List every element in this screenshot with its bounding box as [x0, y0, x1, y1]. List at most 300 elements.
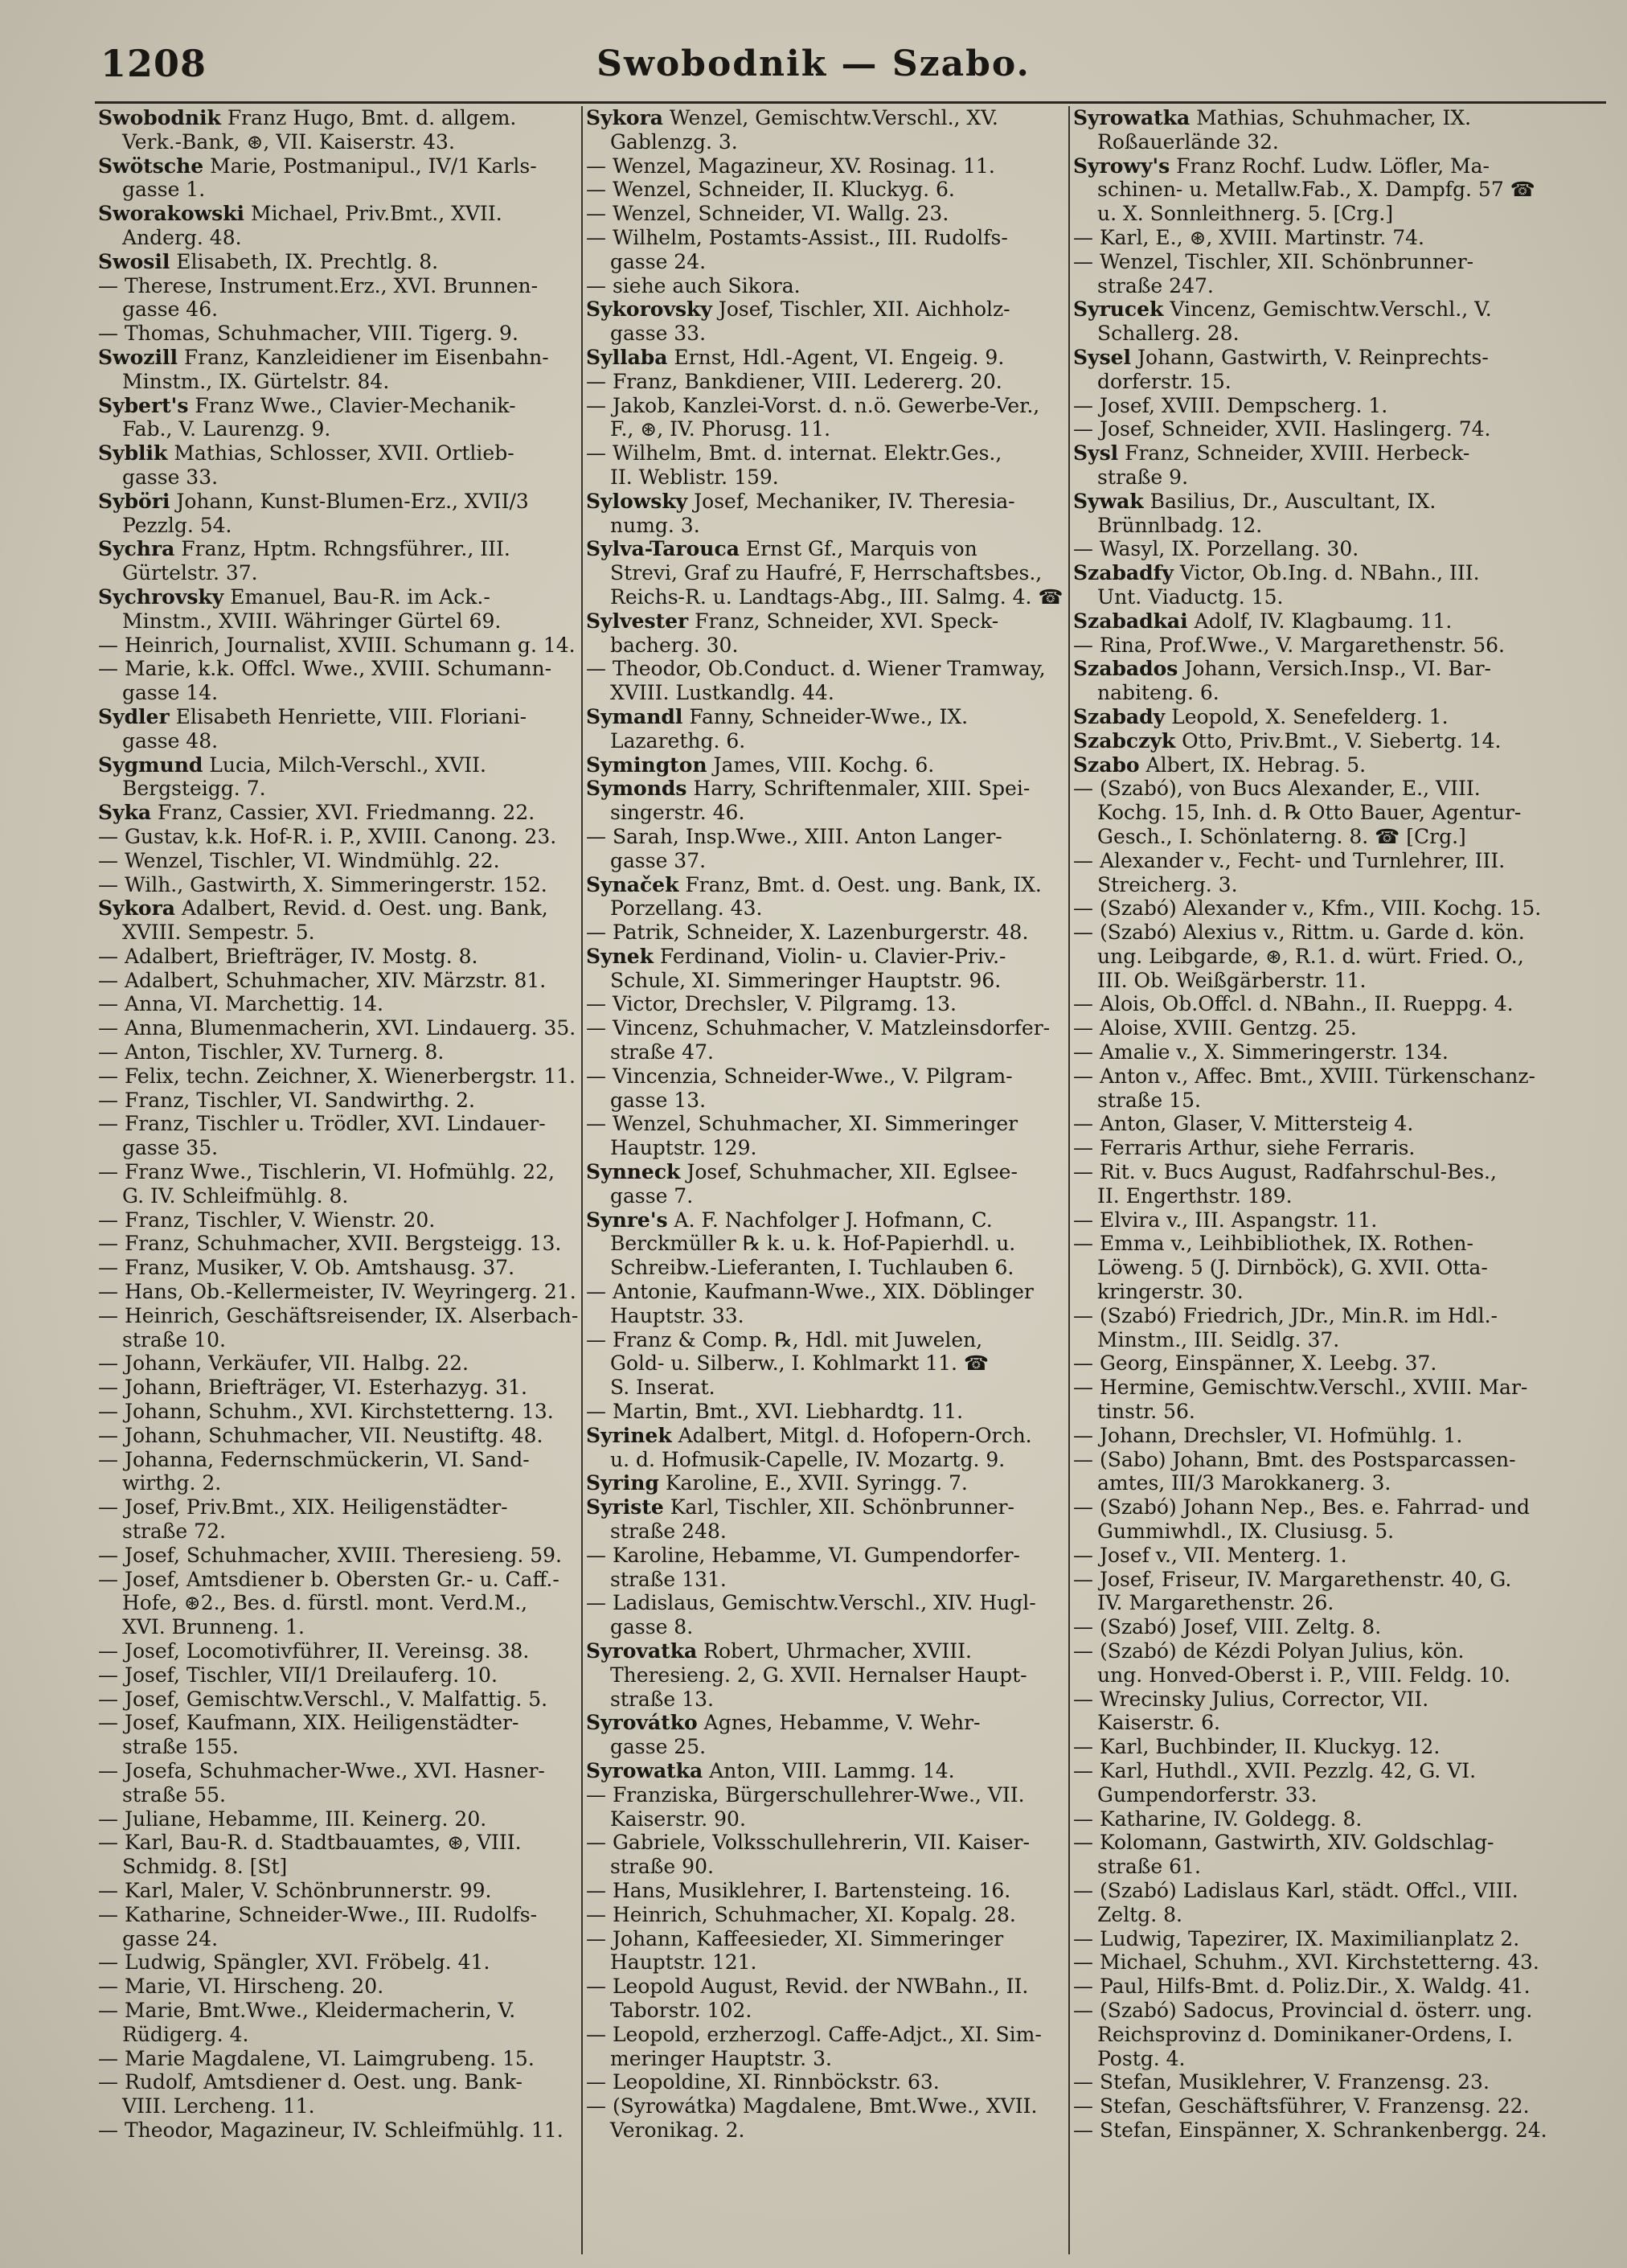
entry-line [1073, 1256, 1600, 1280]
entry-line [98, 1256, 578, 1280]
entry-line [1073, 1999, 1600, 2023]
entry-line [586, 921, 1065, 945]
entry-line [586, 1903, 1065, 1927]
entry-surname: Syböri [98, 489, 170, 513]
entry-line [586, 178, 1065, 202]
entry-line [98, 1544, 578, 1568]
entry-text: — Johann, Briefträger, VI. Esterhazyg. 31. [98, 1376, 527, 1400]
entry-text: Schule, XI. Simmeringer Hauptstr. 96. [610, 968, 1002, 992]
entry-line [586, 825, 1065, 849]
entry-line [586, 1711, 1065, 1735]
entry-surname: Sykora [98, 896, 175, 921]
entry-line [586, 753, 1065, 777]
entry-text: Albert, IX. Hebrag. 5. [1139, 753, 1367, 777]
entry-text: Bergsteigg. 7. [122, 777, 266, 801]
entry-line [1073, 250, 1600, 274]
entry-line [1073, 490, 1600, 514]
entry-text: — (Szabó) de Kézdi Polyan Julius, kön. [1073, 1639, 1465, 1663]
entry-text: Fanny, Schneider-Wwe., IX. [682, 704, 969, 728]
entry-line [98, 250, 578, 274]
entry-text: — Ludwig, Spängler, XVI. Fröbelg. 41. [98, 1950, 490, 1975]
entry-text: — Patrik, Schneider, X. Lazenburgerstr. 48. [586, 921, 1029, 945]
entry-text: Roßauerlände 32. [1097, 129, 1279, 154]
entry-line [1073, 1663, 1600, 1688]
entry-text: Schallerg. 28. [1097, 322, 1240, 346]
entry-text: — Wenzel, Tischler, VI. Windmühlg. 22. [98, 848, 500, 872]
entry-text: Hauptstr. 129. [610, 1136, 757, 1160]
entry-line [586, 1304, 1065, 1328]
entry-line [1073, 873, 1600, 897]
entry-line [586, 873, 1065, 897]
entry-text: Kaiserstr. 90. [610, 1807, 746, 1831]
entry-text: — Alois, Ob.Offcl. d. NBahn., II. Rueppg. 4. [1073, 992, 1514, 1016]
entry-text: Franz, Schneider, XVI. Speck- [688, 609, 999, 633]
entry-text: Rüdigerg. 4. [122, 2022, 249, 2046]
entry-line [1073, 1471, 1600, 1495]
entry-line [586, 537, 1065, 561]
column-divider-1 [581, 106, 583, 2254]
entry-line [1073, 849, 1600, 873]
entry-text: — Rit. v. Bucs August, Radfahrschul-Bes., [1073, 1160, 1497, 1184]
entry-text: S. Inserat. [610, 1376, 715, 1400]
entry-text: Hofe, ⊛2., Bes. d. fürstl. mont. Verd.M., [122, 1591, 528, 1615]
entry-line [586, 2023, 1065, 2047]
entry-text: Schmidg. 8. [St] [122, 1855, 288, 1879]
entry-line [586, 130, 1065, 154]
entry-line [586, 801, 1065, 825]
entry-line [1073, 705, 1600, 729]
running-title: Swobodnik — Szabo. [596, 43, 1031, 84]
entry-line [98, 1064, 578, 1089]
entry-text: gasse 7. [610, 1183, 694, 1208]
entry-surname: Syrowatka [586, 1758, 703, 1782]
entry-line [1073, 992, 1600, 1016]
entry-text: — Elvira v., III. Aspangstr. 11. [1073, 1208, 1378, 1232]
entry-text: IV. Margarethenstr. 26. [1097, 1591, 1334, 1615]
entry-line [586, 1688, 1065, 1712]
page-header [0, 42, 1627, 100]
entry-line [1073, 514, 1600, 538]
entry-line [586, 250, 1065, 274]
entry-line [98, 921, 578, 945]
entry-text: — Johann, Schuhm., XVI. Kirchstetterng. 13. [98, 1400, 554, 1424]
entry-line [98, 2023, 578, 2047]
entry-surname: Synneck [586, 1160, 681, 1184]
entry-line [1073, 274, 1600, 298]
entry-line [98, 226, 578, 250]
entry-text: — Josef, Tischler, VII/1 Dreilauferg. 10. [98, 1663, 498, 1687]
entry-line [98, 537, 578, 561]
entry-text: — Leopold, erzherzogl. Caffe-Adjct., XI. Sim- [586, 2022, 1042, 2046]
entry-line [1073, 825, 1600, 849]
entry-line [1073, 1688, 1600, 1712]
entry-text: — Marie Magdalene, VI. Laimgrubeng. 15. [98, 2046, 535, 2070]
entry-line [586, 1471, 1065, 1495]
entry-surname: Sybert's [98, 393, 189, 417]
entry-line [98, 1831, 578, 1855]
entry-line [98, 1136, 578, 1160]
entry-text: — Stefan, Musiklehrer, V. Franzensg. 23. [1073, 2070, 1490, 2094]
entry-line [586, 1376, 1065, 1400]
entry-line [98, 561, 578, 585]
entry-line [98, 154, 578, 178]
entry-text: Robert, Uhrmacher, XVIII. [697, 1639, 972, 1663]
entry-text: Mathias, Schuhmacher, IX. [1190, 106, 1472, 129]
entry-line [586, 1615, 1065, 1639]
entry-text: Schreibw.-Lieferanten, I. Tuchlauben 6. [610, 1256, 1014, 1280]
entry-surname: Syriste [586, 1495, 664, 1520]
entry-line [586, 2070, 1065, 2094]
entry-line [98, 297, 578, 322]
entry-line [1073, 1783, 1600, 1807]
entry-line [98, 1351, 578, 1376]
entry-text: Josef, Schuhmacher, XII. Eglsee- [680, 1160, 1018, 1184]
entry-line [98, 1927, 578, 1951]
entry-line [98, 1448, 578, 1472]
entry-line [586, 1040, 1065, 1064]
entry-surname: Swobodnik [98, 106, 221, 129]
entry-line [98, 274, 578, 298]
entry-line [1073, 609, 1600, 634]
entry-text: Mathias, Schlosser, XVII. Ortlieb- [167, 441, 514, 465]
entry-line [98, 1471, 578, 1495]
entry-text: — Theodor, Ob.Conduct. d. Wiener Tramway, [586, 657, 1046, 681]
entry-line [98, 1495, 578, 1520]
entry-surname: Szabo [1073, 753, 1140, 777]
entry-text: — Adalbert, Briefträger, IV. Mostg. 8. [98, 944, 478, 968]
entry-line [98, 1879, 578, 1903]
entry-text: Franz, Kanzleidiener im Eisenbahn- [177, 345, 549, 369]
entry-text: meringer Hauptstr. 3. [610, 2046, 832, 2070]
entry-surname: Synaček [586, 872, 679, 896]
entry-text: II. Engerthstr. 189. [1097, 1183, 1293, 1208]
entry-text: straße 13. [610, 1687, 714, 1711]
entry-line [586, 1855, 1065, 1879]
entry-line [1073, 1711, 1600, 1735]
entry-line [98, 1208, 578, 1232]
entry-line [1073, 1855, 1600, 1879]
entry-surname: Syrowy's [1073, 154, 1170, 178]
entry-text: Harry, Schriftenmaler, XIII. Spei- [686, 777, 1031, 801]
entry-text: — Josef v., VII. Menterg. 1. [1073, 1543, 1347, 1567]
entry-text: — Felix, techn. Zeichner, X. Wienerbergstr. 11. [98, 1064, 576, 1088]
entry-text: — Jakob, Kanzlei-Vorst. d. n.ö. Gewerbe-Ver., [586, 393, 1040, 417]
entry-line [1073, 226, 1600, 250]
entry-text: Ernst Gf., Marquis von [739, 537, 977, 561]
entry-surname: Sychrovsky [98, 584, 224, 609]
entry-line [98, 1975, 578, 1999]
entry-line [98, 202, 578, 226]
entry-line [1073, 2070, 1600, 2094]
entry-text: III. Ob. Weißgärberstr. 11. [1097, 968, 1367, 992]
entry-surname: Synek [586, 944, 654, 968]
entry-line [1073, 585, 1600, 609]
entry-line [586, 106, 1065, 130]
entry-line [98, 490, 578, 514]
entry-line [1073, 1160, 1600, 1184]
entry-surname: Swötsche [98, 154, 204, 178]
entry-text: — Johann, Verkäufer, VII. Halbg. 22. [98, 1351, 469, 1376]
entry-line [98, 896, 578, 921]
entry-text: — Leopold August, Revid. der NWBahn., II. [586, 1975, 1029, 1999]
entry-line [586, 1735, 1065, 1759]
entry-text: — Karoline, Hebamme, VI. Gumpendorfer- [586, 1543, 1020, 1567]
entry-line [1073, 1879, 1600, 1903]
entry-text: — Aloise, XVIII. Gentzg. 25. [1073, 1016, 1357, 1040]
entry-text: — Wasyl, IX. Porzellang. 30. [1073, 537, 1359, 561]
entry-text: Michael, Priv.Bmt., XVII. [244, 202, 502, 226]
entry-text: — Anton, Tischler, XV. Turnerg. 8. [98, 1040, 445, 1064]
entry-line [1073, 657, 1600, 681]
entry-line [1073, 1520, 1600, 1544]
entry-line [98, 1855, 578, 1879]
entry-line [586, 849, 1065, 873]
entry-line [98, 753, 578, 777]
entry-text: Wenzel, Gemischtw.Verschl., XV. [662, 106, 998, 129]
entry-text: — Karl, E., ⊛, XVIII. Martinstr. 74. [1073, 225, 1424, 249]
entry-line [1073, 753, 1600, 777]
entry-line [1073, 1136, 1600, 1160]
entry-text: — Anna, VI. Marchettig. 14. [98, 992, 383, 1016]
entry-line [1073, 1040, 1600, 1064]
entry-text: Gürtelstr. 37. [122, 561, 258, 585]
entry-line [586, 1831, 1065, 1855]
entry-text: Emanuel, Bau-R. im Ack.- [223, 584, 490, 609]
entry-text: straße 10. [122, 1327, 226, 1351]
entry-surname: Szabczyk [1073, 728, 1176, 753]
entry-line [1073, 1089, 1600, 1113]
entry-text: — Karl, Buchbinder, II. Kluckyg. 12. [1073, 1735, 1441, 1759]
entry-text: Franz Rochf. Ludw. Löfler, Ma- [1170, 154, 1490, 178]
entry-line [586, 896, 1065, 921]
entry-line [1073, 1975, 1600, 1999]
entry-line [1073, 1950, 1600, 1975]
entry-text: Verk.-Bank, ⊛, VII. Kaiserstr. 43. [122, 129, 455, 154]
entry-line [586, 394, 1065, 418]
entry-text: — Alexander v., Fecht- und Turnlehrer, III. [1073, 848, 1506, 872]
entry-line [586, 226, 1065, 250]
entry-line [1073, 634, 1600, 658]
entry-text: — Hermine, Gemischtw.Verschl., XVIII. Mar- [1073, 1376, 1528, 1400]
entry-text: Anton, VIII. Lammg. 14. [703, 1758, 955, 1782]
entry-line [98, 873, 578, 897]
entry-text: — Wilhelm, Bmt. d. internat. Elektr.Ges., [586, 441, 1002, 465]
entry-text: Löweng. 5 (J. Dirnböck), G. XVII. Otta- [1097, 1256, 1488, 1280]
entry-line [586, 1975, 1065, 1999]
entry-text: Anderg. 48. [122, 225, 242, 249]
entry-line [1073, 1927, 1600, 1951]
entry-line [586, 1520, 1065, 1544]
entry-text: tinstr. 56. [1097, 1400, 1195, 1424]
entry-line [586, 729, 1065, 753]
entry-text: — (Szabó) Ladislaus Karl, städt. Offcl., VIII. [1073, 1878, 1518, 1902]
entry-line [586, 2047, 1065, 2071]
entry-line [98, 1280, 578, 1304]
entry-text: Otto, Priv.Bmt., V. Siebertg. 14. [1175, 728, 1502, 753]
entry-line [98, 945, 578, 969]
entry-line [586, 1568, 1065, 1592]
entry-line [98, 1328, 578, 1352]
entry-line [586, 1184, 1065, 1208]
entry-text: gasse 33. [610, 322, 707, 346]
entry-text: — Heinrich, Schuhmacher, XI. Kopalg. 28. [586, 1902, 1016, 1926]
entry-surname: Sworakowski [98, 202, 245, 226]
entry-text: — Hans, Ob.-Kellermeister, IV. Weyringerg. 21. [98, 1280, 576, 1304]
entry-line [1073, 1495, 1600, 1520]
entry-text: Streicherg. 3. [1097, 872, 1238, 896]
entry-text: — (Szabó) Sadocus, Provincial d. österr. ung. [1073, 1998, 1533, 2022]
entry-line [98, 729, 578, 753]
entry-text: — Marie, k.k. Offcl. Wwe., XVIII. Schumann- [98, 657, 552, 681]
entry-text: Theresieng. 2, G. XVII. Hernalser Haupt- [610, 1663, 1027, 1687]
entry-line [1073, 1304, 1600, 1328]
entry-line [1073, 1615, 1600, 1639]
entry-line [586, 417, 1065, 441]
entry-text: — (Szabó) Alexander v., Kfm., VIII. Kochg. 15. [1073, 896, 1542, 921]
entry-text: Ferdinand, Violin- u. Clavier-Priv.- [653, 944, 1006, 968]
entry-text: Lucia, Milch-Verschl., XVII. [203, 753, 486, 777]
entry-line [586, 514, 1065, 538]
entry-text: James, VIII. Kochg. 6. [707, 753, 935, 777]
entry-text: — Anton, Glaser, V. Mittersteig 4. [1073, 1112, 1414, 1136]
entry-line [586, 1999, 1065, 2023]
entry-text: — Katharine, IV. Goldegg. 8. [1073, 1807, 1363, 1831]
entry-text: Gablenzg. 3. [610, 129, 738, 154]
entry-text: straße 47. [610, 1040, 714, 1064]
entry-line [98, 514, 578, 538]
entry-text: F., ⊛, IV. Phorusg. 11. [610, 417, 831, 441]
entry-line [586, 705, 1065, 729]
entry-line [98, 1759, 578, 1783]
entry-text: — Josef, Kaufmann, XIX. Heiligenstädter- [98, 1711, 519, 1735]
entry-text: singerstr. 46. [610, 801, 745, 825]
page-number: 1208 [100, 42, 207, 85]
entry-text: — Kolomann, Gastwirth, XIV. Goldschlag- [1073, 1831, 1494, 1855]
entry-text: Marie, Postmanipul., IV/1 Karls- [203, 154, 537, 178]
entry-text: — Johann, Schuhmacher, VII. Neustiftg. 48. [98, 1423, 543, 1447]
entry-text: Franz Wwe., Clavier-Mechanik- [188, 393, 516, 417]
entry-line [1073, 1232, 1600, 1256]
entry-text: — Wenzel, Schneider, II. Kluckyg. 6. [586, 178, 955, 202]
entry-text: — (Szabó) Alexius v., Rittm. u. Garde d. kön. [1073, 921, 1525, 945]
entry-text: Gold- u. Silberw., I. Kohlmarkt 11. ☎ [610, 1351, 990, 1376]
entry-line [586, 465, 1065, 490]
entry-text: dorferstr. 15. [1097, 369, 1232, 393]
entry-text: — Josef, Friseur, IV. Margarethenstr. 40, G. [1073, 1567, 1512, 1591]
entry-line [586, 154, 1065, 178]
entry-text: — Georg, Einspänner, X. Leebg. 37. [1073, 1351, 1437, 1376]
entry-text: straße 55. [122, 1782, 226, 1807]
entry-text: — Heinrich, Journalist, XVIII. Schumann g. 14. [98, 633, 576, 657]
entry-line [98, 585, 578, 609]
entry-line [98, 2047, 578, 2071]
entry-text: Berckmüller ℞ k. u. k. Hof-Papierhdl. u. [610, 1232, 1016, 1256]
entry-surname: Szabados [1073, 657, 1178, 681]
entry-text: Kaiserstr. 6. [1097, 1711, 1220, 1735]
entry-text: — Karl, Bau-R. d. Stadtbauamtes, ⊛, VIII. [98, 1831, 522, 1855]
entry-line [98, 1950, 578, 1975]
entry-line [1073, 1328, 1600, 1352]
entry-text: — Juliane, Hebamme, III. Keinerg. 20. [98, 1807, 487, 1831]
entry-line [586, 1351, 1065, 1376]
entry-line [586, 1328, 1065, 1352]
entry-surname: Sylowsky [586, 489, 688, 513]
entry-text: — Heinrich, Geschäftsreisender, IX. Alserbach- [98, 1303, 578, 1327]
entry-text: — Anton v., Affec. Bmt., XVIII. Türkenschanz- [1073, 1064, 1535, 1088]
entry-text: — Wenzel, Schneider, VI. Wallg. 23. [586, 202, 949, 226]
entry-text: — Sarah, Insp.Wwe., XIII. Anton Langer- [586, 824, 1002, 848]
entry-line [1073, 1064, 1600, 1089]
entry-text: — Wrecinsky Julius, Corrector, VII. [1073, 1687, 1429, 1711]
entry-text: Agnes, Hebamme, V. Wehr- [697, 1711, 981, 1735]
entry-text: — Ladislaus, Gemischtw.Verschl., XIV. Hugl- [586, 1591, 1036, 1615]
entry-text: — Vincenzia, Schneider-Wwe., V. Pilgram- [586, 1064, 1013, 1088]
entry-line [1073, 1903, 1600, 1927]
entry-surname: Syrinek [586, 1423, 672, 1447]
entry-text: — Wilhelm, Postamts-Assist., III. Rudolfs- [586, 225, 1008, 249]
entry-text: — Theodor, Magazineur, IV. Schleifmühlg. 11. [98, 2118, 564, 2142]
entry-surname: Swosil [98, 249, 170, 273]
entry-line [1073, 1544, 1600, 1568]
entry-text: — Josefa, Schuhmacher-Wwe., XVI. Hasner- [98, 1758, 545, 1782]
entry-line [1073, 1807, 1600, 1831]
entry-line [1073, 297, 1600, 322]
entry-line [98, 1520, 578, 1544]
entry-line [98, 106, 578, 130]
entry-line [586, 1783, 1065, 1807]
entry-text: — Amalie v., X. Simmeringerstr. 134. [1073, 1040, 1449, 1064]
entry-line [586, 1950, 1065, 1975]
entry-line [98, 849, 578, 873]
entry-text: bacherg. 30. [610, 633, 739, 657]
entry-surname: Sylvester [586, 609, 689, 633]
entry-text: — Victor, Drechsler, V. Pilgramg. 13. [586, 992, 957, 1016]
entry-line [1073, 1831, 1600, 1855]
entry-text: — Vincenz, Schuhmacher, V. Matzleinsdorfer- [586, 1016, 1051, 1040]
entry-line [98, 2118, 578, 2143]
entry-line [1073, 202, 1600, 226]
entry-line [98, 346, 578, 370]
entry-text: — Franz, Schuhmacher, XVII. Bergsteigg. 13. [98, 1232, 562, 1256]
entry-line [586, 1400, 1065, 1424]
entry-line [586, 1064, 1065, 1089]
entry-line [1073, 1208, 1600, 1232]
entry-line [586, 1089, 1065, 1113]
entry-text: u. X. Sonnleithnerg. 5. [Crg.] [1097, 202, 1394, 226]
entry-line [586, 681, 1065, 705]
entry-line [98, 705, 578, 729]
entry-text: — Leopoldine, XI. Rinnböckstr. 63. [586, 2070, 940, 2094]
entry-text: Adalbert, Revid. d. Oest. ung. Bank, [174, 896, 548, 921]
entry-text: — Josef, XVIII. Dempscherg. 1. [1073, 393, 1388, 417]
entry-line [1073, 681, 1600, 705]
entry-line [98, 1807, 578, 1831]
entry-text: straße 61. [1097, 1855, 1201, 1879]
entry-text: — Josef, Priv.Bmt., XIX. Heiligenstädter- [98, 1495, 508, 1520]
entry-text: — siehe auch Sikora. [586, 273, 801, 297]
entry-line [586, 634, 1065, 658]
entry-surname: Syrowatka [1073, 106, 1191, 129]
entry-text: — Antonie, Kaufmann-Wwe., XIX. Döblinger [586, 1280, 1034, 1304]
entry-text: Elisabeth, IX. Prechtlg. 8. [170, 249, 439, 273]
entry-text: — (Sabo) Johann, Bmt. des Postsparcassen- [1073, 1447, 1516, 1471]
entry-text: — Adalbert, Schuhmacher, XIV. Märzstr. 81. [98, 968, 547, 992]
entry-line [586, 1448, 1065, 1472]
entry-line [98, 394, 578, 418]
entry-line [1073, 322, 1600, 346]
entry-line [586, 274, 1065, 298]
entry-text: kringerstr. 30. [1097, 1280, 1244, 1304]
